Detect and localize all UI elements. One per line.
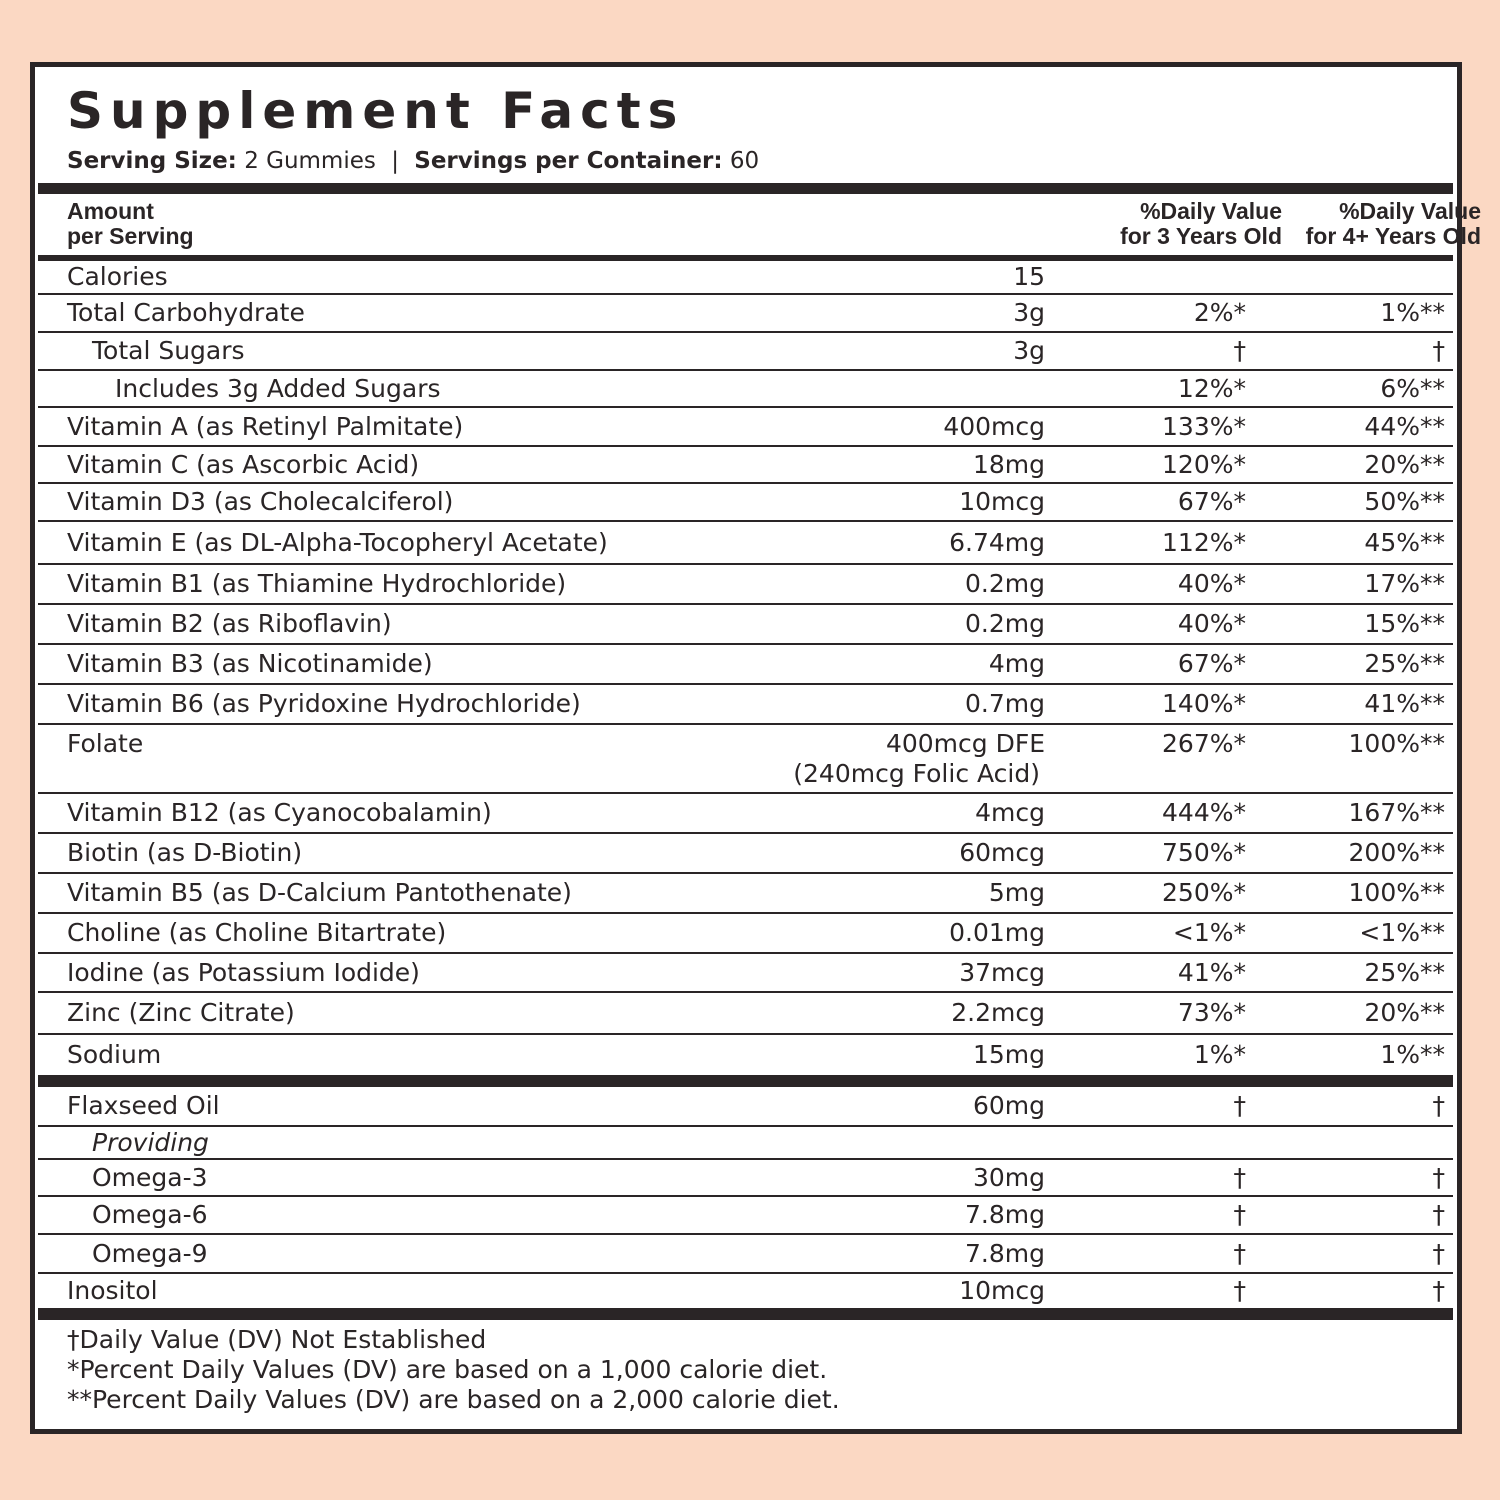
daily-value-4-plus-years: 100%**: [1348, 878, 1445, 907]
daily-value-4-plus-years: 15%**: [1364, 609, 1445, 638]
footnote-1000: *Percent Daily Values (DV) are based on a 1,000 calorie diet.: [67, 1355, 828, 1384]
daily-value-4-plus-years: 45%**: [1364, 527, 1445, 557]
daily-value-4-plus-years: 6%**: [1380, 373, 1445, 403]
dv3-header-line1: %Daily Value: [1140, 198, 1282, 224]
nutrient-amount: 15mg: [972, 1040, 1045, 1069]
daily-value-3-years: 140%*: [1162, 689, 1246, 718]
nutrient-row-choline-as-choline-bitartrate: [38, 914, 1453, 954]
daily-value-3-years: 267%*: [1162, 729, 1246, 758]
nutrient-amount: 0.01mg: [949, 918, 1045, 947]
nutrient-row-vitamin-b6-as-pyridoxine-hydrochloride: [38, 685, 1453, 725]
daily-value-3-years: 120%*: [1162, 449, 1246, 479]
nutrient-amount: 400mcg: [943, 411, 1045, 441]
daily-value-3-years: 444%*: [1162, 798, 1246, 827]
nutrient-name: Sodium: [67, 1040, 162, 1069]
serving-size-value: 2 Gummies: [244, 148, 376, 174]
top-thick-divider: [38, 183, 1453, 194]
daily-value-3-years: †: [1233, 1238, 1246, 1268]
daily-value-4-plus-years: †: [1432, 1238, 1445, 1268]
nutrient-amount: 2.2mcg: [951, 998, 1045, 1027]
daily-value-3-years: †: [1233, 1091, 1246, 1120]
daily-value-3-years: 67%*: [1177, 649, 1246, 678]
nutrient-row-biotin-as-d-biotin: [38, 834, 1453, 874]
daily-value-3-years: †: [1233, 1276, 1246, 1305]
daily-value-4-plus-years: 44%**: [1364, 411, 1445, 441]
nutrient-amount: 3g: [1013, 298, 1045, 327]
daily-value-4-plus-years: †: [1432, 336, 1445, 365]
nutrient-name: Flaxseed Oil: [67, 1091, 220, 1120]
nutrient-row-vitamin-d3-as-cholecalciferol: [38, 484, 1453, 522]
nutrient-name: Biotin (as D-Biotin): [67, 838, 303, 867]
nutrient-amount: 15: [1013, 262, 1045, 291]
daily-value-4-plus-years: 25%**: [1364, 957, 1445, 987]
nutrient-row-total-carbohydrate: [38, 295, 1453, 333]
nutrient-name: Calories: [67, 262, 168, 291]
nutrient-name: Zinc (Zinc Citrate): [67, 998, 295, 1027]
nutrient-name: Includes 3g Added Sugars: [115, 373, 441, 403]
nutrient-name: Vitamin B3 (as Nicotinamide): [67, 649, 433, 678]
nutrient-amount: 0.2mg: [965, 569, 1045, 598]
servings-per-container-value: 60: [729, 148, 760, 174]
nutrient-amount: 3g: [1013, 336, 1045, 365]
daily-value-4-plus-years: 167%**: [1348, 798, 1445, 827]
supplement-facts-panel: [30, 62, 1481, 1434]
nutrient-name: Vitamin E (as DL-Alpha-Tocopheryl Acetate): [67, 527, 608, 557]
nutrient-amount: 37mcg: [959, 957, 1045, 987]
nutrient-row-zinc-zinc-citrate: [38, 993, 1453, 1035]
nutrient-row-vitamin-b1-as-thiamine-hydrochloride: [38, 565, 1453, 605]
daily-value-3-years: <1%*: [1172, 918, 1246, 947]
daily-value-4-plus-years: †: [1432, 1162, 1445, 1192]
nutrient-row-includes-3g-added-sugars: [38, 371, 1453, 408]
nutrient-name: Iodine (as Potassium Iodide): [67, 957, 420, 987]
nutrient-name: Folate: [67, 729, 144, 758]
dv3-header: [1120, 199, 1282, 249]
daily-value-3-years: 73%*: [1177, 998, 1246, 1027]
footnotes: [67, 1325, 840, 1415]
footnote-2000: **Percent Daily Values (DV) are based on a 2,000 calorie diet.: [67, 1385, 840, 1414]
daily-value-4-plus-years: 20%**: [1364, 998, 1445, 1027]
nutrient-amount: 7.8mg: [965, 1238, 1045, 1268]
daily-value-3-years: 12%*: [1177, 373, 1246, 403]
nutrient-row-vitamin-c-as-ascorbic-acid: [38, 447, 1453, 484]
nutrient-row-iodine-as-potassium-iodide: [38, 954, 1453, 993]
nutrient-amount: 0.7mg: [965, 689, 1045, 718]
daily-value-4-plus-years: 1%**: [1380, 1040, 1445, 1069]
flax-thick-divider: [38, 1075, 1453, 1087]
nutrient-row-omega-9: [38, 1235, 1453, 1274]
nutrient-name: Omega-3: [92, 1162, 208, 1192]
nutrient-row-omega-6: [38, 1197, 1453, 1235]
amount-header-line1: Amount: [67, 198, 154, 224]
daily-value-4-plus-years: 20%**: [1364, 449, 1445, 479]
daily-value-4-plus-years: †: [1432, 1276, 1445, 1305]
nutrient-amount: 0.2mg: [965, 609, 1045, 638]
nutrient-name: Total Sugars: [92, 336, 245, 365]
nutrient-name: Vitamin C (as Ascorbic Acid): [67, 449, 420, 479]
serving-size-label: Serving Size:: [67, 148, 237, 174]
footnote-dagger: †Daily Value (DV) Not Established: [67, 1325, 487, 1354]
daily-value-3-years: 112%*: [1162, 527, 1246, 557]
daily-value-3-years: 67%*: [1177, 487, 1246, 516]
dv4-header-line2: for 4+ Years Old: [1305, 223, 1481, 249]
nutrient-amount: 6.74mg: [949, 527, 1045, 557]
nutrient-amount: 4mcg: [975, 798, 1045, 827]
nutrient-row-vitamin-b2-as-riboflavin: [38, 605, 1453, 645]
nutrient-row-vitamin-b5-as-d-calcium-pantothenate: [38, 874, 1453, 914]
daily-value-4-plus-years: 25%**: [1364, 649, 1445, 678]
column-header: [67, 195, 1481, 253]
nutrient-row-vitamin-a-as-retinyl-palmitate: [38, 408, 1453, 447]
daily-value-3-years: 133%*: [1162, 411, 1246, 441]
nutrient-row-flaxseed-oil: [38, 1087, 1453, 1127]
nutrient-name: Vitamin B6 (as Pyridoxine Hydrochloride): [67, 689, 581, 718]
nutrient-row-inositol: [38, 1274, 1453, 1308]
daily-value-4-plus-years: 17%**: [1364, 569, 1445, 598]
nutrient-amount: 4mg: [988, 649, 1045, 678]
daily-value-4-plus-years: 50%**: [1364, 487, 1445, 516]
nutrient-name: Vitamin D3 (as Cholecalciferol): [67, 487, 454, 516]
amount-header-line2: per Serving: [67, 223, 194, 249]
nutrient-amount: 5mg: [988, 878, 1045, 907]
daily-value-4-plus-years: 100%**: [1348, 729, 1445, 758]
nutrient-amount: 10mcg: [959, 1276, 1045, 1305]
nutrient-row-folate: [38, 725, 1453, 794]
daily-value-4-plus-years: †: [1432, 1200, 1445, 1229]
nutrient-name: Omega-9: [92, 1238, 208, 1268]
nutrient-name: Vitamin B5 (as D-Calcium Pantothenate): [67, 878, 572, 907]
nutrient-row-total-sugars: [38, 333, 1453, 371]
daily-value-3-years: †: [1233, 1200, 1246, 1229]
daily-value-4-plus-years: <1%**: [1359, 918, 1445, 947]
nutrient-amount: 7.8mg: [965, 1200, 1045, 1229]
nutrient-name: Choline (as Choline Bitartrate): [67, 918, 447, 947]
nutrient-row-vitamin-b3-as-nicotinamide: [38, 645, 1453, 685]
bottom-thick-divider: [38, 1308, 1453, 1320]
daily-value-3-years: 250%*: [1162, 878, 1246, 907]
daily-value-3-years: 41%*: [1177, 957, 1246, 987]
nutrient-amount: 30mg: [972, 1162, 1045, 1192]
nutrient-name: Vitamin B12 (as Cyanocobalamin): [67, 798, 492, 827]
daily-value-4-plus-years: 41%**: [1364, 689, 1445, 718]
nutrient-name: Total Carbohydrate: [67, 298, 305, 327]
nutrient-amount: 18mg: [972, 449, 1045, 479]
daily-value-3-years: 40%*: [1177, 569, 1246, 598]
daily-value-3-years: †: [1233, 1162, 1246, 1192]
nutrient-row-providing: [38, 1127, 1453, 1160]
servings-per-container-label: Servings per Container:: [414, 148, 723, 174]
daily-value-4-plus-years: 200%**: [1348, 838, 1445, 867]
nutrient-name: Vitamin B1 (as Thiamine Hydrochloride): [67, 569, 567, 598]
nutrient-name: Providing: [92, 1127, 209, 1157]
dv4-header-line1: %Daily Value: [1339, 198, 1481, 224]
nutrient-row-vitamin-e-as-dl-alpha-tocopheryl-acetate: [38, 522, 1453, 565]
nutrient-name: Vitamin B2 (as Riboflavin): [67, 609, 392, 638]
dv3-header-line2: for 3 Years Old: [1120, 223, 1282, 249]
daily-value-3-years: 40%*: [1177, 609, 1246, 638]
nutrient-row-omega-3: [38, 1160, 1453, 1197]
daily-value-4-plus-years: 1%**: [1380, 298, 1445, 327]
nutrient-amount: 60mg: [972, 1091, 1045, 1120]
panel-title: Supplement Facts: [67, 82, 685, 140]
serving-separator: |: [391, 148, 399, 174]
daily-value-4-plus-years: †: [1432, 1091, 1445, 1120]
daily-value-3-years: †: [1233, 336, 1246, 365]
nutrient-name: Omega-6: [92, 1200, 208, 1229]
amount-header: [67, 199, 194, 249]
nutrient-name: Inositol: [67, 1276, 158, 1305]
nutrient-name: Vitamin A (as Retinyl Palmitate): [67, 411, 464, 441]
serving-info: [67, 145, 759, 177]
dv4-header: [1306, 199, 1481, 249]
daily-value-3-years: 1%*: [1193, 1040, 1246, 1069]
nutrient-row-calories: [38, 261, 1453, 295]
nutrient-row-vitamin-b12-as-cyanocobalamin: [38, 794, 1453, 834]
daily-value-3-years: 750%*: [1162, 838, 1246, 867]
nutrient-amount: 10mcg: [959, 487, 1045, 516]
nutrient-amount: 400mcg DFE: [885, 729, 1045, 758]
nutrient-amount-detail: (240mcg Folic Acid): [793, 759, 1040, 788]
nutrient-amount: 60mcg: [959, 838, 1045, 867]
daily-value-3-years: 2%*: [1193, 298, 1246, 327]
nutrient-row-sodium: [38, 1035, 1453, 1075]
